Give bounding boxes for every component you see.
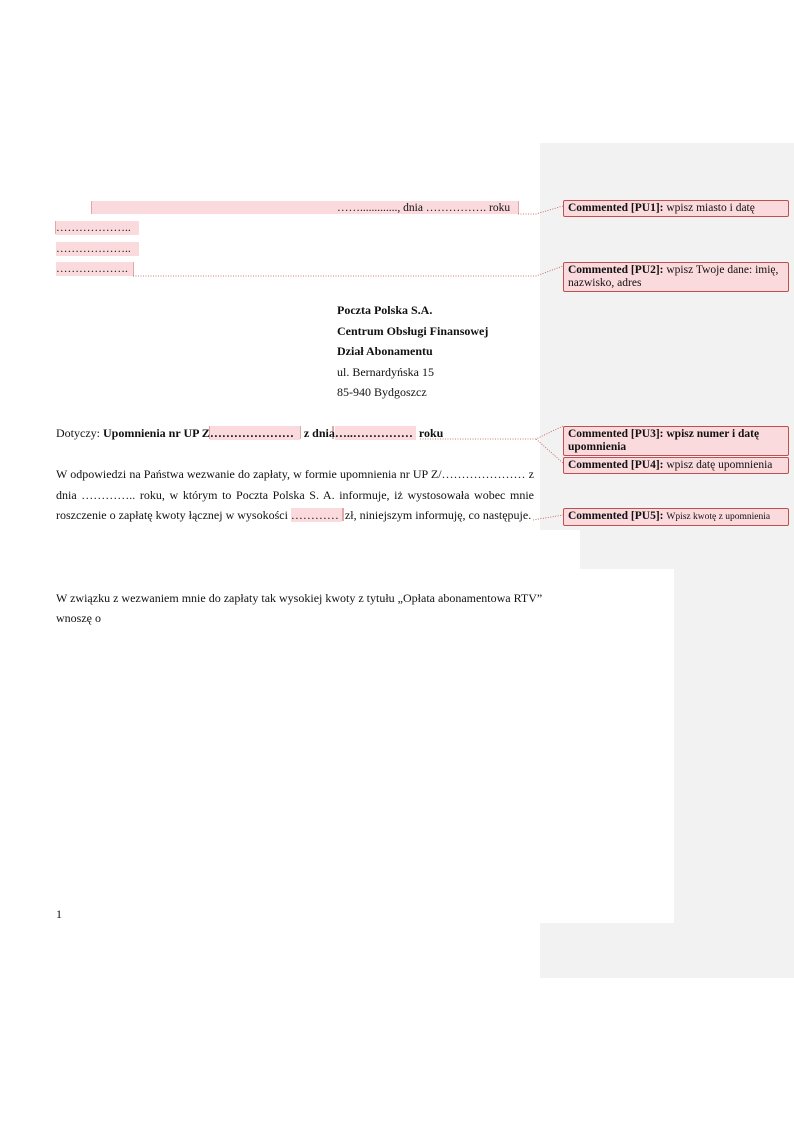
page-number: 1: [56, 907, 62, 921]
sender-line-1[interactable]: ………………..: [56, 221, 139, 235]
subject-date-label: z dnia: [303, 426, 335, 440]
paragraph-1-line-1: W odpowiedzi na Państwa wezwanie do zapłaty, w formie upomnienia nr UP Z/………………… z: [56, 467, 534, 481]
paragraph-2-line-1: W związku z wezwaniem mnie do zapłaty tak wysokiej kwoty z tytułu „Opłata abonamentowa RTV”: [56, 591, 543, 605]
subject-date-blank[interactable]: …..……………: [335, 426, 416, 440]
recipient-department: Dział Abonamentu: [337, 344, 433, 358]
subject-number-blank[interactable]: …………………: [210, 426, 300, 440]
comment-pu4[interactable]: [563, 457, 789, 474]
recipient-street: ul. Bernardyńska 15: [337, 365, 434, 379]
page-lower-block: [0, 569, 674, 923]
subject-prefix: Dotyczy:: [56, 426, 103, 440]
comment-pu5-label: Commented [PU5]:: [568, 510, 664, 522]
paragraph-1-line-3-end: zł, niniejszym informuję, co następuje.: [341, 508, 532, 522]
comment-pu2-label: Commented [PU2]:: [568, 264, 664, 276]
sender-line-2[interactable]: ………………..: [56, 242, 139, 256]
place-date-line: ……............., dnia ……………. roku: [337, 202, 511, 214]
comment-pu4-text: wpisz datę upomnienia: [666, 459, 773, 471]
recipient-company: Poczta Polska S.A.: [337, 303, 433, 317]
comment-pu4-label: Commented [PU4]:: [568, 459, 664, 471]
comment-pu3-label: Commented [PU3]: wpisz numer i datę upomnienia: [568, 428, 760, 453]
subject-title: Upomnienia nr UP Z: [103, 426, 210, 440]
recipient-city: 85-940 Bydgoszcz: [337, 385, 427, 399]
paragraph-1-line-3: [56, 508, 531, 522]
recipient-center: Centrum Obsługi Finansowej: [337, 324, 489, 338]
paragraph-1-line-2: dnia ………….. roku, w którym to Poczta Polska S. A. informuje, iż wystosowała wobec mnie: [56, 488, 534, 502]
amount-blank[interactable]: …………: [291, 508, 342, 522]
comment-pu5[interactable]: [563, 508, 789, 526]
page-overlap-block: [0, 530, 580, 569]
sender-line-3[interactable]: ……………….: [56, 262, 133, 276]
subject-suffix: roku: [415, 426, 444, 440]
comment-pu1-text: wpisz miasto i datę: [666, 202, 755, 214]
comment-pu2[interactable]: [563, 262, 789, 292]
subject-line: [56, 426, 443, 440]
paragraph-2-line-2: wnoszę o: [56, 611, 101, 625]
comment-pu1[interactable]: [563, 200, 789, 217]
comment-pu5-text: Wpisz kwotę z upomnienia: [666, 512, 771, 522]
comment-pu1-label: Commented [PU1]:: [568, 202, 664, 214]
comment-pu2-text: wpisz Twoje dane: imię, nazwisko, adres: [568, 264, 779, 289]
paragraph-1-line-3-start: roszczenie o zapłatę kwoty łącznej w wysokości: [56, 508, 291, 522]
comment-pu3[interactable]: [563, 426, 789, 456]
